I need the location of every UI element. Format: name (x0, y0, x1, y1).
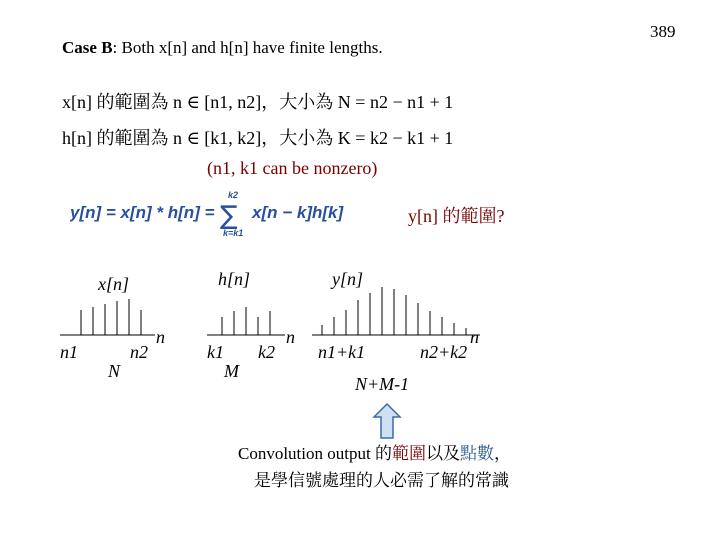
x-plot-title: x[n] (98, 274, 129, 294)
page-number: 389 (650, 22, 676, 41)
formula-lhs: y[n] = x[n] * h[n] = (70, 203, 215, 222)
formula-sum-upper: k2 (228, 190, 239, 200)
footnote-line-1 (238, 440, 511, 467)
stem-plots (0, 255, 720, 395)
h-size-label: M (224, 361, 239, 381)
y-size-label: N+M-1 (355, 374, 410, 394)
footnote-text: 以及 (425, 444, 460, 463)
y-range-question: y[n] 的範圍? (408, 206, 505, 226)
h-axis-label: n (286, 327, 295, 347)
x-size-label: N (108, 361, 121, 381)
case-description: : Both x[n] and h[n] have finite lengths. (112, 38, 383, 57)
h-range-line: h[n] 的範圍為 n ∈ [k1, k2]，大小為 K = k2 − k1 + 1 (62, 128, 454, 148)
y-plot-title: y[n] (332, 269, 363, 289)
h-plot-title: h[n] (218, 269, 251, 289)
footnote-text: ， (493, 444, 511, 463)
formula-sum-lower: k=k1 (223, 228, 244, 238)
up-arrow-icon (372, 403, 402, 439)
y-axis-label: n (470, 327, 479, 347)
h-end-label: k2 (258, 342, 275, 362)
y-end-label: n2+k2 (420, 342, 468, 362)
footnote-text: Convolution output 的 (238, 444, 392, 463)
convolution-formula (70, 190, 400, 240)
footnote-highlight-range: 範圍 (391, 444, 426, 463)
x-range-line: x[n] 的範圍為 n ∈ [n1, n2]，大小為 N = n2 − n1 + 1 (62, 92, 454, 112)
case-heading (62, 38, 383, 58)
formula-term: x[n − k]h[k] (252, 203, 344, 222)
sum-symbol: ∑ (220, 201, 238, 231)
x-end-label: n2 (130, 342, 148, 362)
h-signal-plot (207, 269, 295, 381)
footnote-line-2: 是學信號處理的人必需了解的常識 (254, 471, 509, 490)
y-signal-plot (312, 269, 480, 394)
case-label: Case B (62, 38, 113, 57)
footnote (238, 440, 511, 494)
h-start-label: k1 (207, 342, 224, 362)
x-axis-label: n (156, 327, 165, 347)
x-signal-plot (60, 274, 165, 381)
y-start-label: n1+k1 (318, 342, 366, 362)
nonzero-note: (n1, k1 can be nonzero) (207, 158, 378, 178)
x-start-label: n1 (60, 342, 78, 362)
footnote-highlight-count: 點數 (459, 444, 494, 463)
